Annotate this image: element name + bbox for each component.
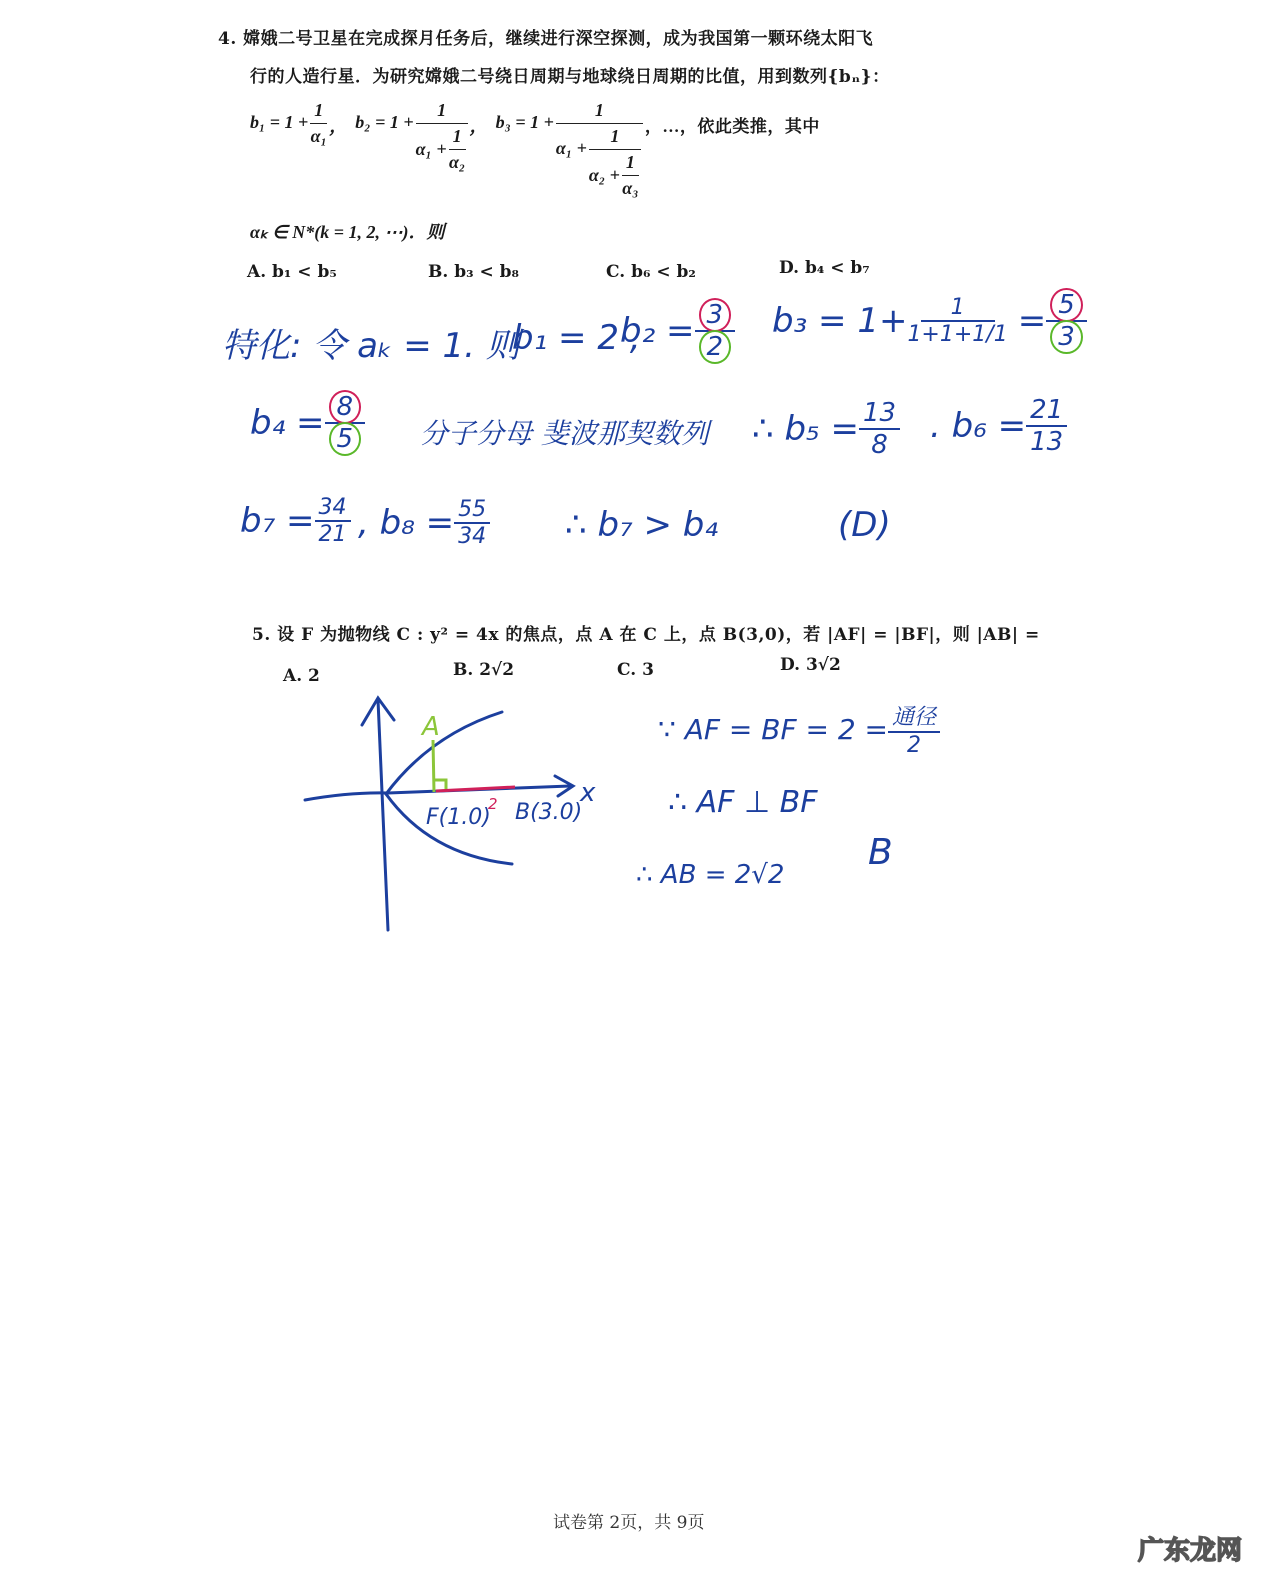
b3-lhs: b₃ = 1 + <box>495 112 554 132</box>
parabola-upper <box>386 712 502 794</box>
hw-q5-answer: B <box>868 832 893 873</box>
q5-option-a: A. 2 <box>283 666 320 686</box>
hw-b8: , b₈ = $\frac{55}{34}$ <box>358 497 490 549</box>
watermark-logo: 广东龙网 <box>1138 1536 1243 1566</box>
q4-line1: 4. 嫦娥二号卫星在完成探月任务后，继续进行深空探测，成为我国第一颗环绕太阳飞 <box>218 29 874 49</box>
hw-b6: . b₆ = $\frac{21}{13}$ <box>930 395 1067 457</box>
bf-segment <box>436 787 515 791</box>
q5-option-c: C. 3 <box>617 660 654 680</box>
q4-option-c: C. b₆ < b₂ <box>606 262 696 282</box>
hw-b7: b₇ = $\frac{34}{21}$ <box>240 495 351 547</box>
graph-label-f: F(1.0) <box>426 805 491 830</box>
q4-condition: αₖ ∈ N*(k = 1, 2, ⋯)．则 <box>250 222 445 242</box>
y-axis <box>378 700 388 930</box>
q4-line2: 行的人造行星．为研究嫦娥二号绕日周期与地球绕日周期的比值，用到数列{bₙ}： <box>250 67 890 87</box>
af-segment <box>433 740 446 792</box>
b3-fraction: 1 α₁ + 1 α₂ + $\frac{1}{\text{α₃}}$ <box>556 100 643 199</box>
hw-b2: b₂ = $\frac{3}{2}$ <box>620 300 735 362</box>
q5-question: 5. 设 F 为抛物线 C : y² = 4x 的焦点，点 A 在 C 上，点 B(3,0)，若 |AF| = |BF|，则 |AB| = <box>252 625 1040 645</box>
hw-b5: ∴ b₅ = $\frac{13}{8}$ <box>752 398 900 460</box>
hw-answer-d: (D) <box>838 505 891 545</box>
q4-option-a: A. b₁ < b₅ <box>247 262 337 282</box>
q4-formulas: b₁ = 1 + $\frac{1}{\text{α₁}}$ ， b₂ = 1 + 1 α₁ + $\frac{1}{\text{α₂}}$ ， b₃ = 1 + 1 α₁ + 1 α₂ + $\frac{1}{\text{α₃}}$ ，…，依此类推，其中 <box>250 100 820 198</box>
b2-fraction: 1 α₁ + $\frac{1}{\text{α₂}}$ <box>416 100 468 173</box>
hw-q5-line2: ∴ AF ⊥ BF <box>668 785 818 820</box>
graph-label-x: x <box>580 778 596 808</box>
b1-fraction: $\frac{1}{\text{α₁}}$ <box>310 100 327 146</box>
hw-q5-line1: ∵ AF = BF = 2 = $\frac{\text{通径}}{2}$ <box>658 700 940 758</box>
q4-option-d: D. b₄ < b₇ <box>779 258 870 278</box>
q5-option-b: B. 2√2 <box>453 660 515 680</box>
hw-b1: b₁ = 2 , <box>512 318 641 358</box>
graph-label-2: 2 <box>488 795 498 813</box>
x-axis <box>305 786 570 800</box>
graph-label-b: B(3.0) <box>515 800 583 825</box>
hw-b4: b₄ = $\frac{8}{5}$ <box>250 392 365 454</box>
hw-specialize: 特化: 令 aₖ = 1. 则 <box>222 326 520 366</box>
b1-lhs: b₁ = 1 + <box>250 112 309 132</box>
q5-option-d: D. 3√2 <box>780 655 841 675</box>
b2-lhs: b₂ = 1 + <box>355 112 414 132</box>
hw-b3: b₃ = 1+ $\frac{1}{1+1+1/1}$ = $\frac{5}{3}$ <box>772 290 1087 352</box>
page-footer: 试卷第 2页，共 9页 <box>553 1513 705 1533</box>
hw-q5-line3: ∴ AB = 2√2 <box>636 860 785 890</box>
q4-option-b: B. b₃ < b₈ <box>428 262 519 282</box>
hw-conclusion: ∴ b₇ > b₄ <box>565 505 718 545</box>
hw-fibonacci-note: 分子分母 斐波那契数列 <box>420 417 709 450</box>
graph-label-a: A <box>422 712 440 742</box>
